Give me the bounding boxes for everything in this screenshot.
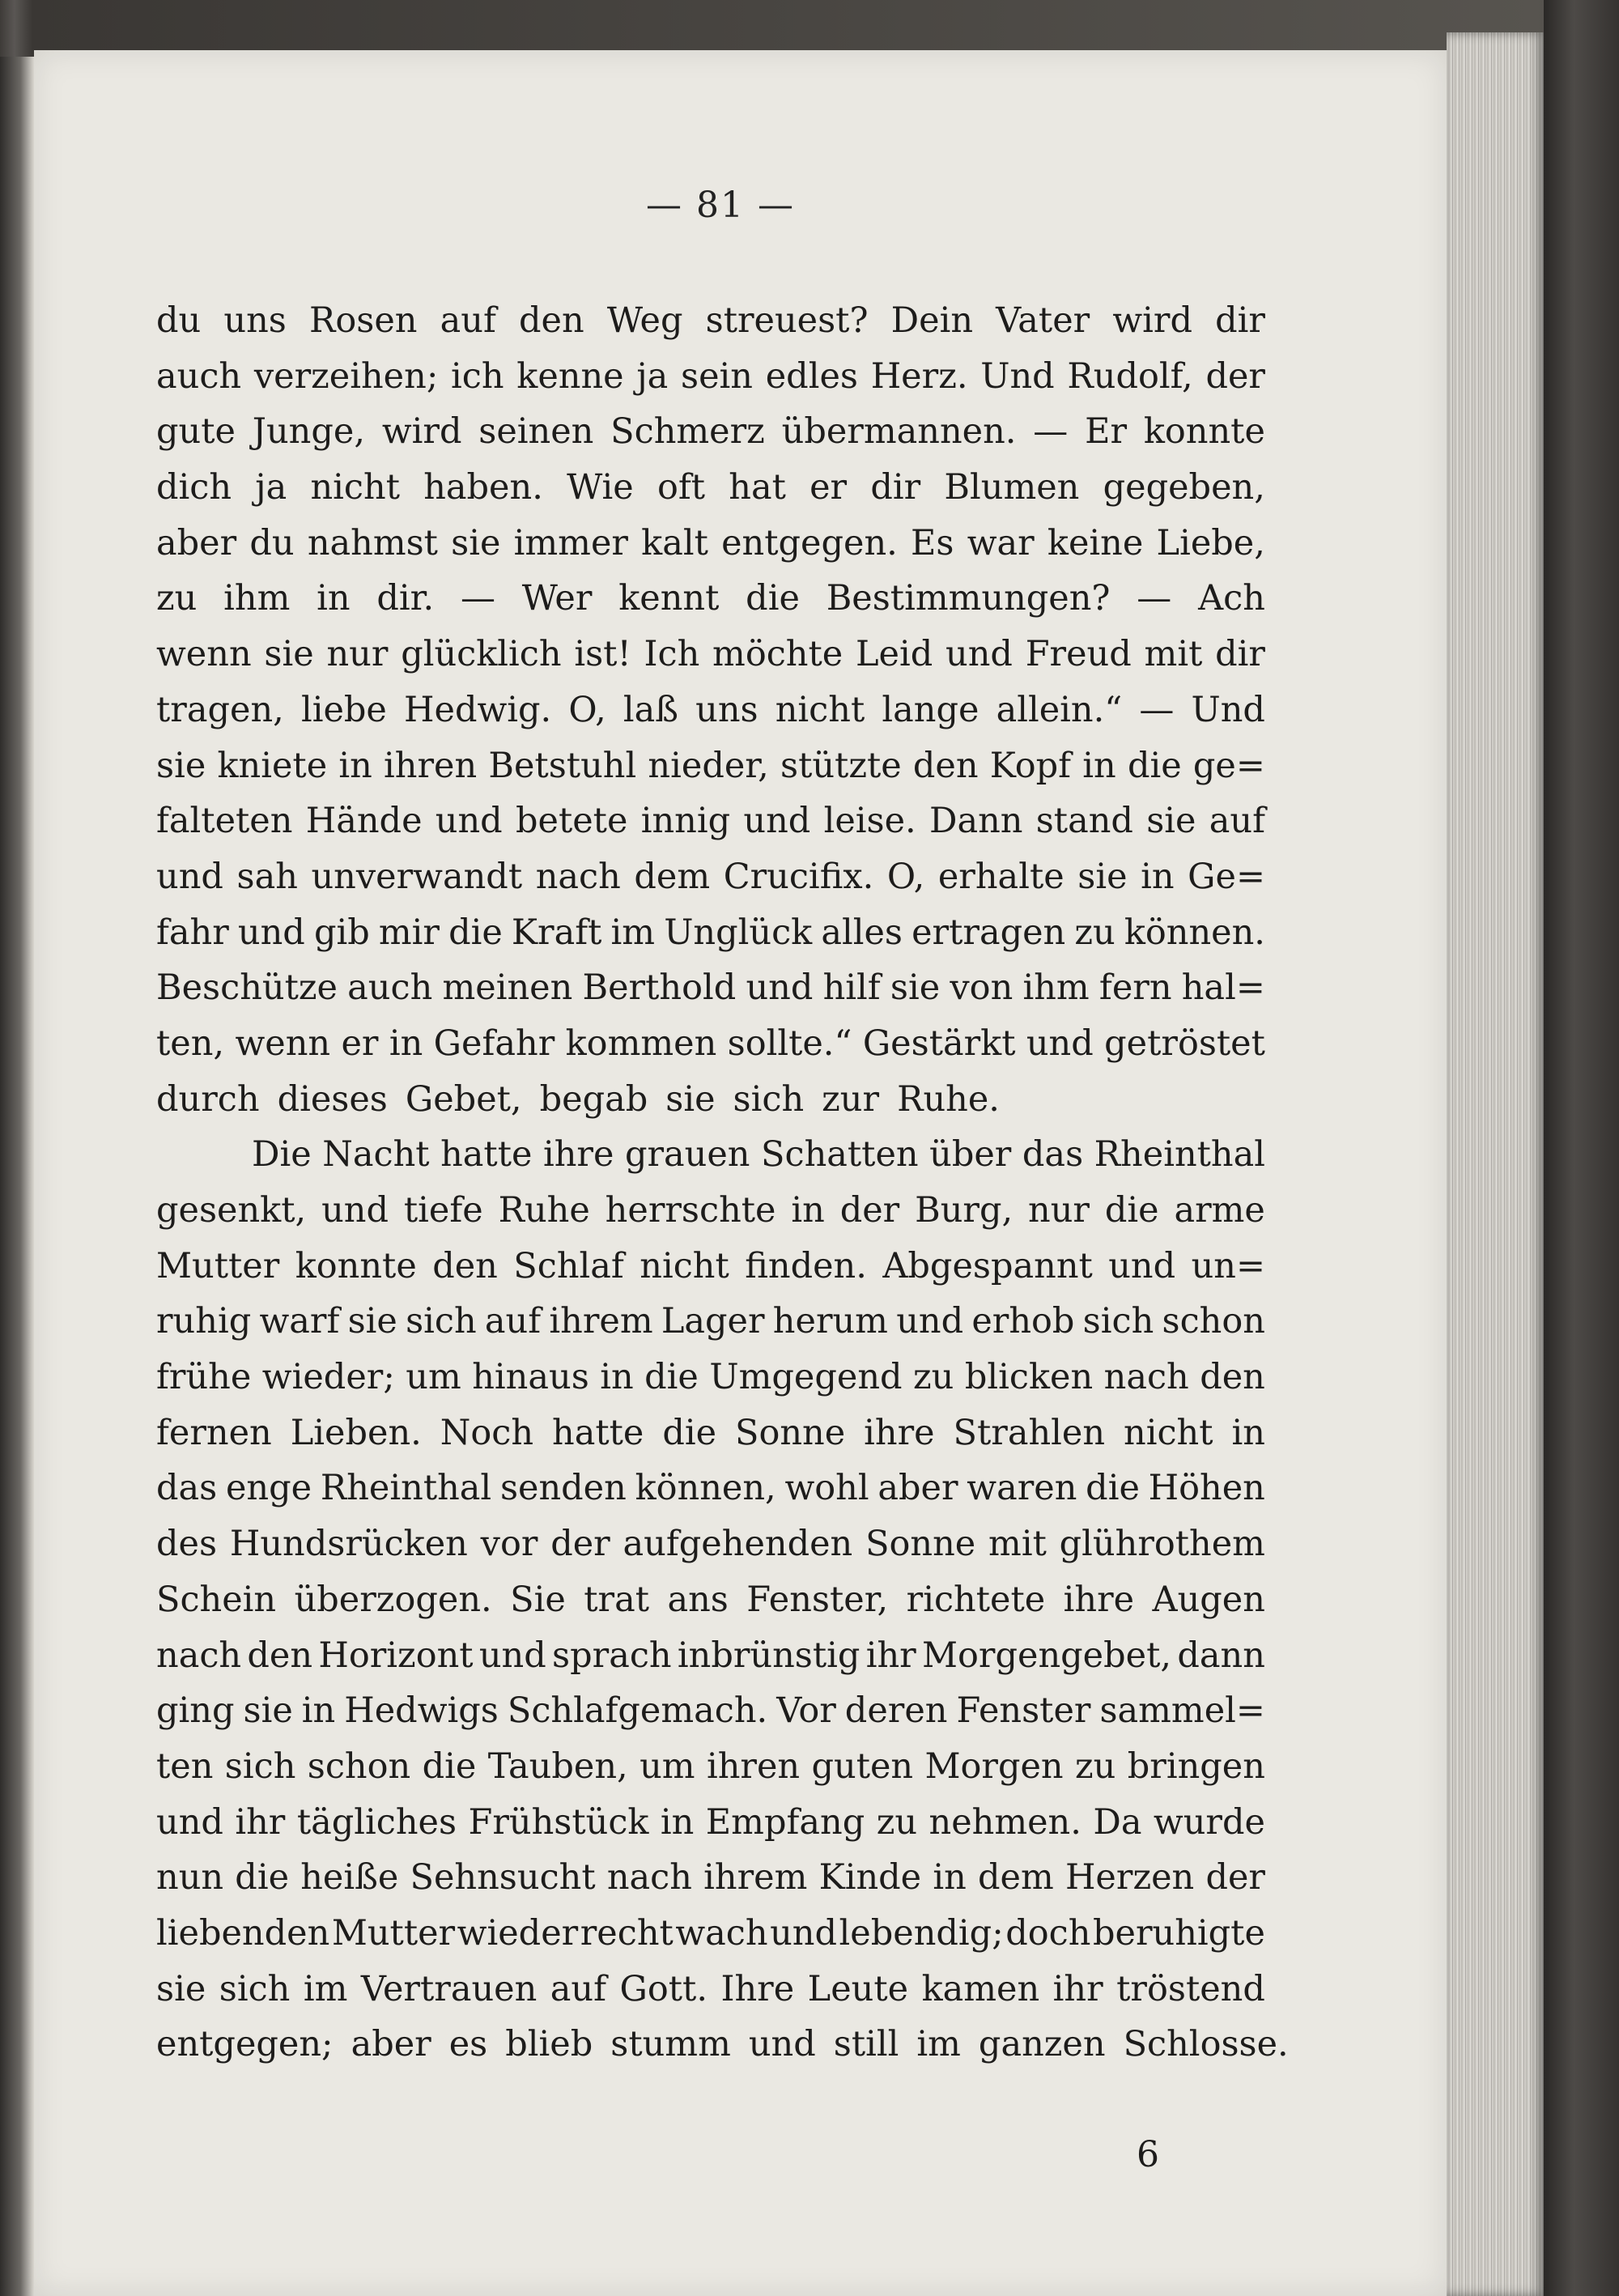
text-line: und ihr tägliches Frühstück in Empfang zu nehmen. Da wurde	[156, 1801, 1265, 1843]
text-line: tragen, liebe Hedwig. O, laß uns nicht lange allein.“ — Und	[156, 689, 1265, 730]
text-line: nach den Horizont und sprach inbrünstig ihr Morgengebet, dann	[156, 1635, 1265, 1676]
text-line: Die Nacht hatte ihre grauen Schatten über das Rheinthal	[252, 1134, 1265, 1176]
text-line: des Hundsrücken vor der aufgehenden Sonne mit glührothem	[156, 1524, 1265, 1565]
text-line: fernen Lieben. Noch hatte die Sonne ihre Strahlen nicht in	[156, 1412, 1265, 1453]
text-line: Mutter konnte den Schlaf nicht finden. Abgespannt und un=	[156, 1245, 1265, 1286]
body-text	[156, 293, 1289, 2073]
text-line: auch verzeihen; ich kenne ja sein edles Herz. Und Rudolf, der	[156, 355, 1265, 397]
text-line: du uns Rosen auf den Weg streuest? Dein Vater wird dir	[156, 300, 1265, 341]
facing-page-edge	[0, 57, 34, 2296]
text-line: gute Junge, wird seinen Schmerz übermannen. — Er konnte	[156, 411, 1265, 453]
text-line: entgegen; aber es blieb stumm und still im ganzen Schlosse.	[156, 2024, 1289, 2065]
signature-mark: 6	[1137, 2134, 1159, 2175]
text-line: zu ihm in dir. — Wer kennt die Bestimmungen? — Ach	[156, 578, 1265, 619]
book-cover-edge	[1544, 0, 1619, 2296]
text-line: ten, wenn er in Gefahr kommen sollte.“ Gestärkt und getröstet	[156, 1023, 1265, 1064]
text-line: nun die heiße Sehnsucht nach ihrem Kinde in dem Herzen der	[156, 1857, 1265, 1898]
text-line: und sah unverwandt nach dem Crucifix. O, erhalte sie in Ge=	[156, 856, 1265, 897]
text-line: wenn sie nur glücklich ist! Ich möchte Leid und Freud mit dir	[156, 634, 1265, 675]
text-line: das enge Rheinthal senden können, wohl aber waren die Höhen	[156, 1468, 1265, 1509]
page-number-header: — 81 —	[646, 185, 795, 226]
text-line: ging sie in Hedwigs Schlafgemach. Vor deren Fenster sammel=	[156, 1690, 1265, 1732]
text-line: ten sich schon die Tauben, um ihren guten Morgen zu bringen	[156, 1745, 1265, 1787]
text-line: sie sich im Vertrauen auf Gott. Ihre Leute kamen ihr tröstend	[156, 1968, 1265, 2009]
text-line: Beschütze auch meinen Berthold und hilf sie von ihm fern hal=	[156, 967, 1265, 1009]
text-line: sie kniete in ihren Betstuhl nieder, stützte den Kopf in die ge=	[156, 745, 1265, 786]
text-line: Schein überzogen. Sie trat ans Fenster, richtete ihre Augen	[156, 1579, 1265, 1620]
text-line: gesenkt, und tiefe Ruhe herrschte in der Burg, nur die arme	[156, 1190, 1265, 1231]
text-line: falteten Hände und betete innig und leise. Dann stand sie auf	[156, 801, 1265, 842]
text-line: durch dieses Gebet, begab sie sich zur Ruhe.	[156, 1078, 1000, 1120]
text-line: ruhig warf sie sich auf ihrem Lager herum und erhob sich schon	[156, 1301, 1265, 1342]
text-line: fahr und gib mir die Kraft im Unglück alles ertragen zu können.	[156, 912, 1265, 953]
text-line: dich ja nicht haben. Wie oft hat er dir Blumen gegeben,	[156, 467, 1265, 508]
text-line: liebenden Mutter wieder recht wach und lebendig; doch beruhigte	[156, 1912, 1265, 1954]
text-line: frühe wieder; um hinaus in die Umgegend zu blicken nach den	[156, 1357, 1265, 1398]
page-block-edges	[1447, 32, 1544, 2296]
text-line: aber du nahmst sie immer kalt entgegen. Es war keine Liebe,	[156, 522, 1265, 563]
